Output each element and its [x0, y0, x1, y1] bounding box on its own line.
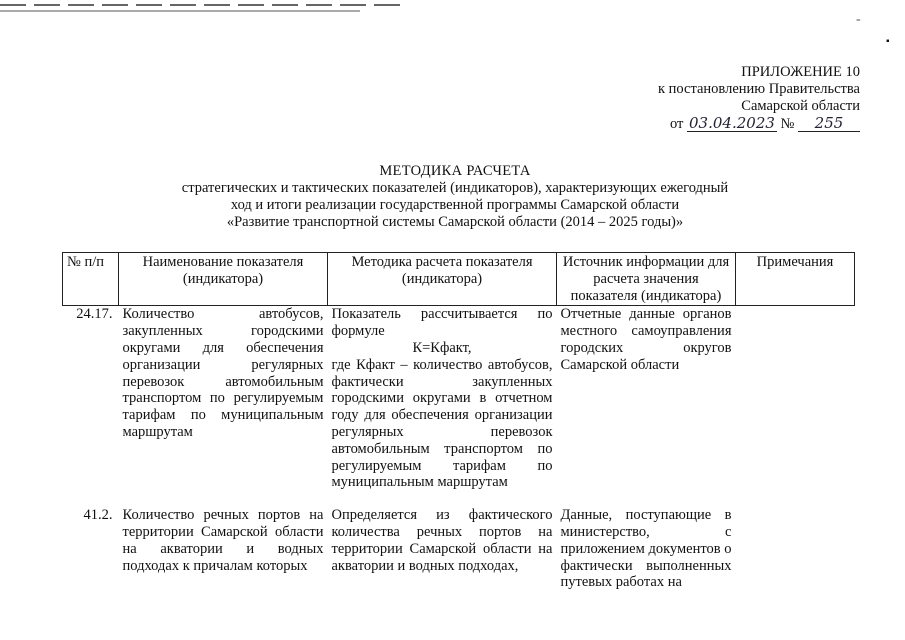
- method-intro: Показатель рассчитывается по формуле: [331, 306, 553, 340]
- appendix-block: [620, 64, 860, 133]
- row-method: [328, 306, 557, 491]
- table-row: [63, 507, 855, 591]
- header-source: Источник информации для расчета значения показателя (индикатора): [557, 253, 736, 306]
- scan-speck: ▪: [886, 36, 890, 47]
- row-method: [328, 507, 557, 591]
- method-description: где Кфакт – количество автобусов, фактически закупленных городскими округами в отчетном году для обеспечения организации регулярных перевозок автомобильным транспортом по регулируемым тарифам по муниципальным маршрутам: [331, 356, 553, 491]
- scan-speck: -: [856, 12, 861, 27]
- title-subline: «Развитие транспортной системы Самарской области (2014 – 2025 годы)»: [226, 214, 684, 230]
- table-row: [63, 306, 855, 491]
- handwritten-date: 03.04.2023: [689, 114, 775, 132]
- title-subline: стратегических и тактических показателей (индикаторов), характеризующих ежегодный: [181, 180, 729, 196]
- scan-top-edge: [0, 0, 905, 14]
- page-title: МЕТОДИКА РАСЧЕТА: [379, 163, 531, 179]
- indicator-table: [62, 252, 872, 591]
- number-prefix: №: [780, 116, 795, 132]
- handwritten-number: 255: [798, 115, 860, 132]
- table-header-row: [63, 253, 855, 306]
- header-number: № п/п: [63, 253, 119, 306]
- row-name: Количество автобусов, закупленных городскими округами для обеспечения организации регулярных перевозок автомобильным транспортом по регулируемым тарифам по муниципальным маршрутам: [122, 306, 324, 440]
- method-intro: Определяется из фактического количества речных портов на территории Самарской области на акватории и водных подходах,: [331, 507, 553, 574]
- header-notes: Примечания: [736, 253, 855, 306]
- row-source: Отчетные данные органов местного самоуправления городских округов Самарской области: [560, 306, 732, 373]
- row-number: 41.2.: [83, 507, 113, 524]
- row-source: Данные, поступающие в министерство, с приложением документов о фактически выполненных путевых работах на: [560, 507, 732, 591]
- title-subline: ход и итоги реализации государственной программы Самарской области: [230, 197, 680, 213]
- row-notes: [736, 306, 855, 491]
- appendix-line: Самарской области: [741, 98, 860, 114]
- method-formula: К=Кфакт,: [412, 339, 472, 356]
- date-prefix: от: [669, 116, 684, 132]
- header-name: Наименование показателя (индикатора): [119, 253, 328, 306]
- row-number: 24.17.: [76, 306, 113, 323]
- document-title: [40, 163, 870, 231]
- appendix-date-line: [620, 115, 860, 133]
- row-notes: [736, 507, 855, 591]
- row-name: Количество речных портов на территории Самарской области на акватории и водных подходах к причалам которых: [122, 507, 324, 574]
- appendix-line: ПРИЛОЖЕНИЕ 10: [741, 64, 860, 80]
- appendix-line: к постановлению Правительства: [658, 81, 860, 97]
- header-method: Методика расчета показателя (индикатора): [328, 253, 557, 306]
